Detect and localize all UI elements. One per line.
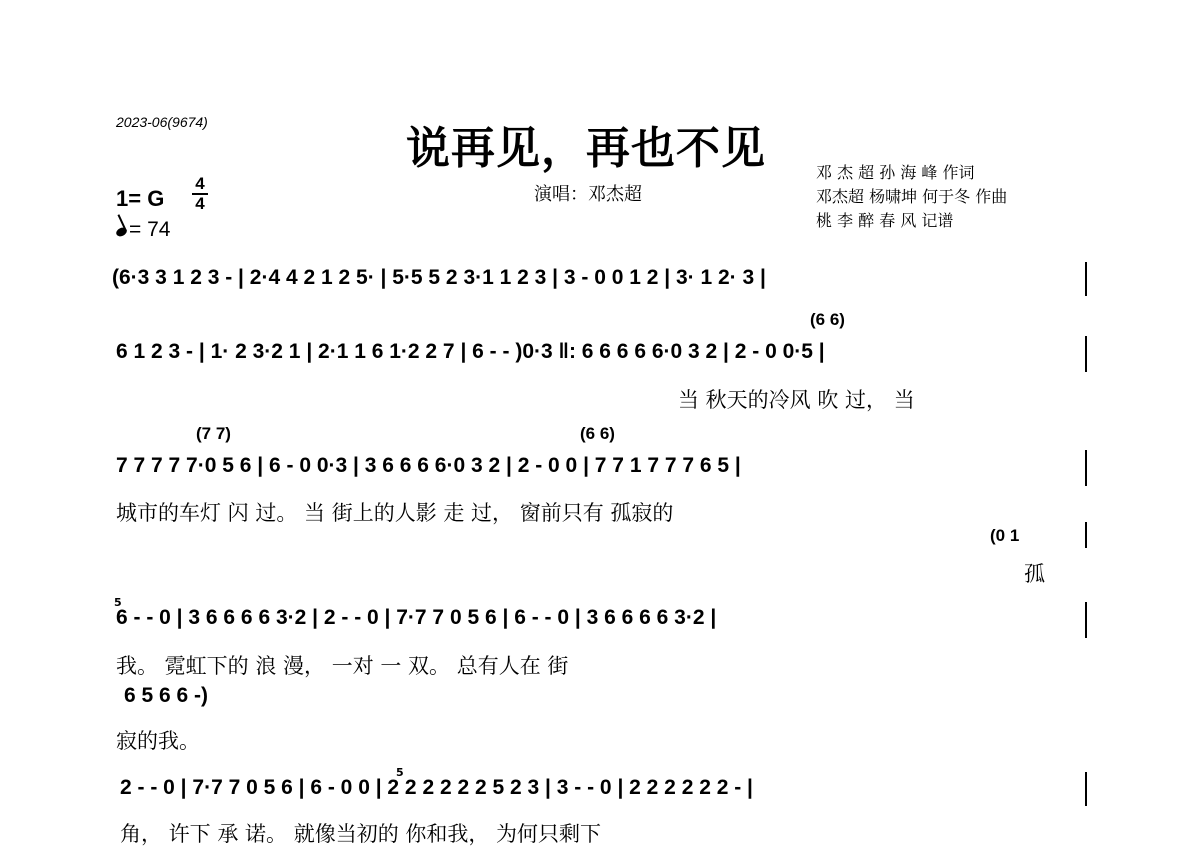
tempo-value: = 74 (129, 218, 171, 241)
composer-credit: 邓杰超 杨啸坤 何于冬 作曲 (816, 187, 1008, 206)
notation-row-2: 6 1 2 3 - | 1· 2 3·2 1 | 2·1 1 6 1·2 2 7 | 6 - - )0·3 ‖: 6 6 6 6 6·0 3 2 | 2 - 0 0·5 | (116, 340, 825, 363)
upper-option-1: (6 6) (810, 310, 845, 329)
singer-credit: 演唱：邓杰超 (534, 184, 642, 205)
coda-notes: 6 5 6 6 -) (124, 684, 209, 707)
upper-option-2: (7 7) (196, 424, 231, 443)
lyrics-row-3: 城市的车灯 闪 过。 当 街上的人影 走 过， 窗前只有 孤寂的 (116, 501, 674, 525)
time-signature-top: 4 (195, 174, 205, 193)
upper-option-3: (6 6) (580, 424, 615, 443)
score-code: 2023-06(9674) (116, 114, 208, 130)
notation-row-1: (6·3 3 1 2 3 - | 2·4 4 2 1 2 5· | 5·5 5 2 3·1 1 2 3 | 3 - 0 0 1 2 | 3· 1 2· 3 | (112, 266, 766, 289)
notation-row-3: 7 7 7 7 7·0 5 6 | 6 - 0 0·3 | 3 6 6 6 6·0 3 2 | 2 - 0 0 | 7 7 1 7 7 7 6 5 | (116, 454, 741, 477)
lyrics-row-4: 我。 霓虹下的 浪 漫， 一对 一 双。 总有人在 街 (116, 654, 569, 678)
coda-lyric: 寂的我。 (116, 729, 200, 753)
grace-note-1: 5 (114, 596, 122, 609)
lyrics-row-5: 角， 许下 承 诺。 就像当初的 你和我， 为何只剩下 (120, 822, 602, 846)
key-signature: 1= G (116, 186, 165, 211)
alt-ending-lyric: 孤 (1024, 562, 1045, 586)
transcriber-credit: 桃 李 醉 春 风 记谱 (816, 211, 954, 230)
song-title: 说再见，再也不见 (406, 123, 766, 174)
grace-note-2: 5 (396, 766, 404, 779)
notation-row-5: 2 - - 0 | 7·7 7 0 5 6 | 6 - 0 0 | 2 2 2 2 2 2 5 2 3 | 3 - - 0 | 2 2 2 2 2 2 - | (120, 776, 753, 799)
lyrics-row-2: 当 秋天的冷风 吹 过， 当 (678, 388, 915, 412)
time-signature-bottom: 4 (195, 194, 205, 213)
alt-ending-notes: (0 1 (990, 526, 1020, 545)
lyricist-credit: 邓 杰 超 孙 海 峰 作词 (816, 163, 975, 182)
notation-row-4: 6 - - 0 | 3 6 6 6 6 3·2 | 2 - - 0 | 7·7 7 0 5 6 | 6 - - 0 | 3 6 6 6 6 3·2 | (116, 606, 717, 629)
